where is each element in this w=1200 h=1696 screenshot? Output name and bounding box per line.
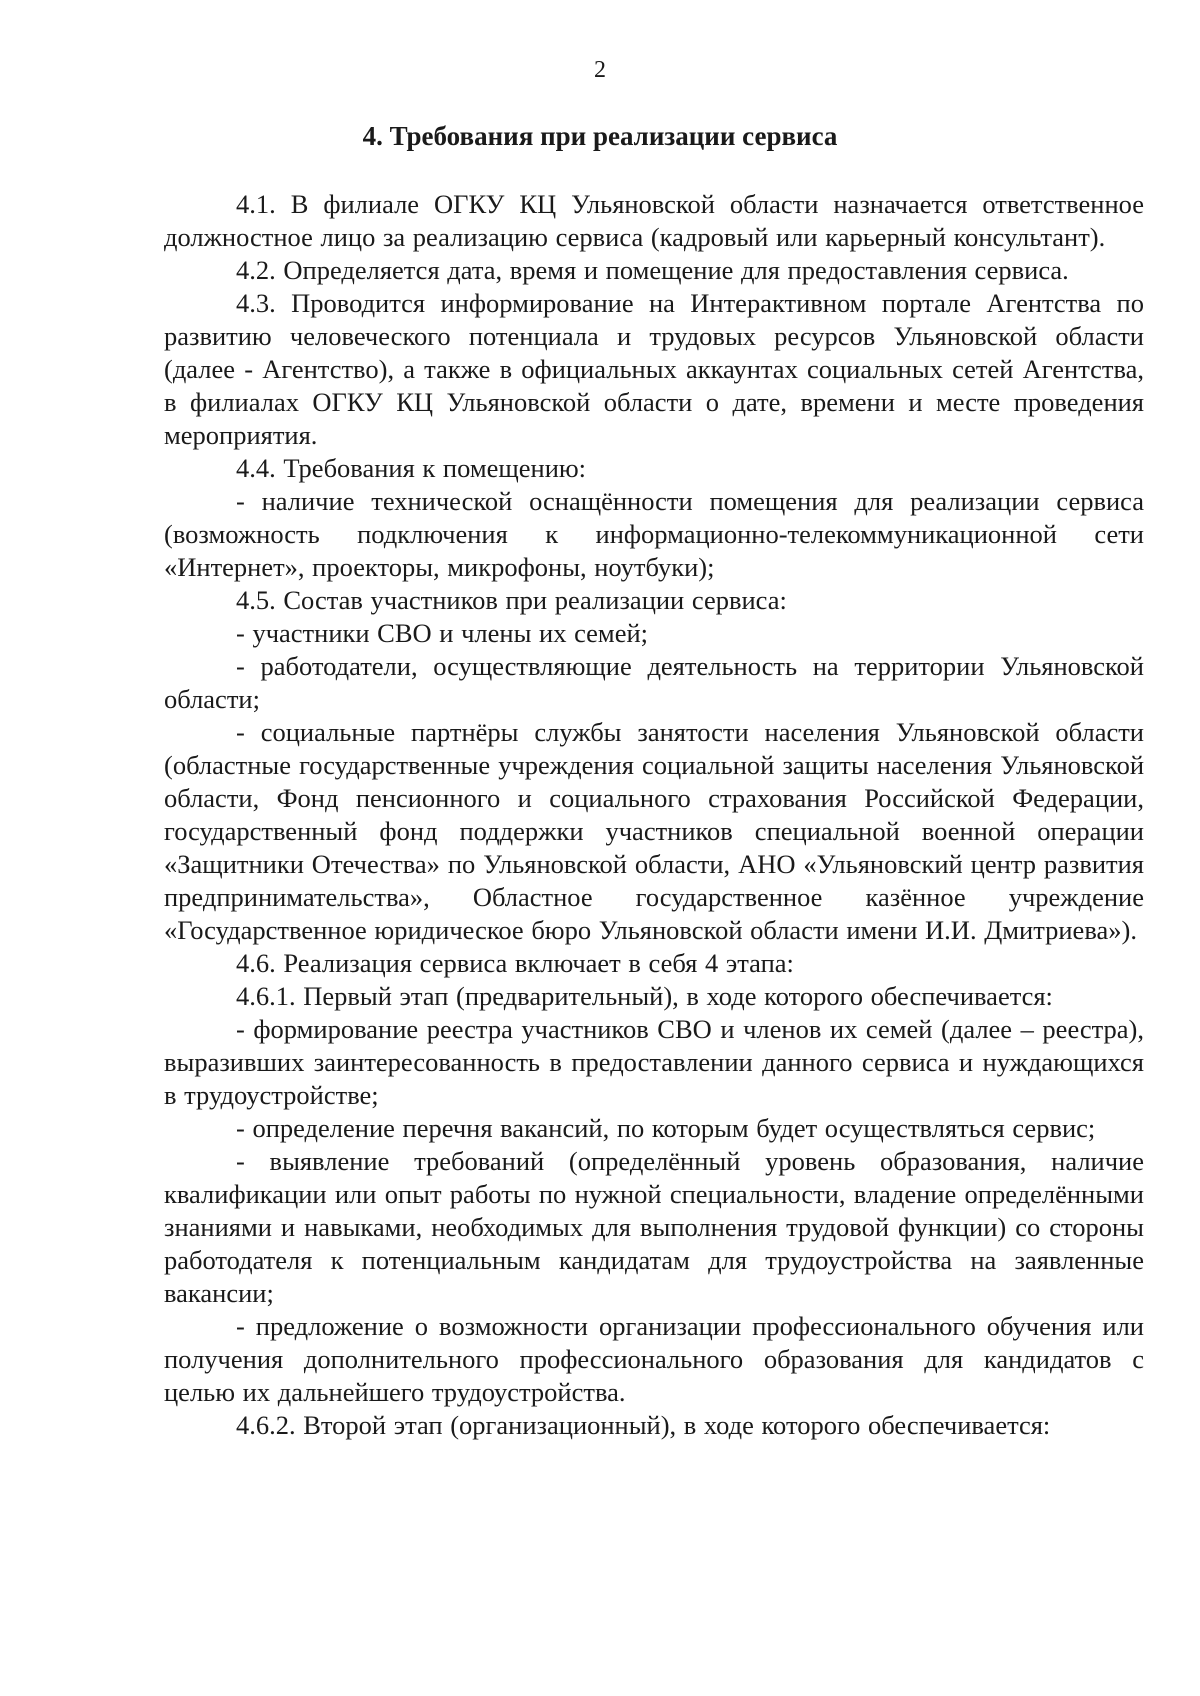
paragraph-4-1: 4.1. В филиале ОГКУ КЦ Ульяновской области назначается ответственное должностное лицо за реализацию сервиса (кадровый или карьерный консультант).: [164, 189, 1144, 252]
list-item-social-partners: - социальные партнёры службы занятости населения Ульяновской области (областные государственные учреждения социальной защиты населения Ульяновской области, Фонд пенсионного и социального страхования Российской Федерации, государственный фонд поддержки участников специальной военной операции «Защитники Отечества» по Ульяновской области, АНО «Ульяновский центр развития предпринимательства», Областное государственное казённое учреждение «Государственное юридическое бюро Ульяновской области имени И.И. Дмитриева»).: [164, 717, 1144, 945]
paragraph-4-6-2: 4.6.2. Второй этап (организационный), в ходе которого обеспечивается:: [236, 1410, 1051, 1440]
paragraph-4-6-1: 4.6.1. Первый этап (предварительный), в ходе которого обеспечивается:: [236, 981, 1053, 1011]
list-item-equipment: - наличие технической оснащённости помещения для реализации сервиса (возможность подключения к информационно-телекоммуникационной сети «Интернет», проекторы, микрофоны, ноутбуки);: [164, 486, 1144, 582]
section-heading: 4. Требования при реализации сервиса: [362, 121, 838, 151]
paragraph-4-4: 4.4. Требования к помещению:: [236, 453, 587, 483]
list-item-training: - предложение о возможности организации профессионального обучения или получения дополнительного профессионального образования для кандидатов с целью их дальнейшего трудоустройства.: [164, 1311, 1144, 1407]
list-item-registry: - формирование реестра участников СВО и членов их семей (далее – реестра), выразивших заинтересованность в предоставлении данного сервиса и нуждающихся в трудоустройстве;: [164, 1014, 1144, 1110]
paragraph-4-6: 4.6. Реализация сервиса включает в себя 4 этапа:: [236, 948, 794, 978]
paragraph-4-3: 4.3. Проводится информирование на Интерактивном портале Агентства по развитию человеческого потенциала и трудовых ресурсов Ульяновской области (далее - Агентство), а также в официальных аккаунтах социальных сетей Агентства, в филиалах ОГКУ КЦ Ульяновской области о дате, времени и месте проведения мероприятия.: [164, 288, 1144, 450]
list-item-employers: - работодатели, осуществляющие деятельность на территории Ульяновской области;: [164, 651, 1144, 714]
paragraph-4-5: 4.5. Состав участников при реализации сервиса:: [236, 585, 787, 615]
page-number: 2: [594, 57, 606, 83]
list-item-svo-participants: - участники СВО и члены их семей;: [236, 618, 649, 648]
paragraph-4-2: 4.2. Определяется дата, время и помещение для предоставления сервиса.: [236, 255, 1069, 285]
document-body: [164, 188, 1144, 1442]
list-item-vacancies: - определение перечня вакансий, по которым будет осуществляться сервис;: [236, 1113, 1096, 1143]
list-item-requirements: - выявление требований (определённый уровень образования, наличие квалификации или опыт работы по нужной специальности, владение определёнными знаниями и навыками, необходимых для выполнения трудовой функции) со стороны работодателя к потенциальным кандидатам для трудоустройства на заявленные вакансии;: [164, 1146, 1144, 1308]
